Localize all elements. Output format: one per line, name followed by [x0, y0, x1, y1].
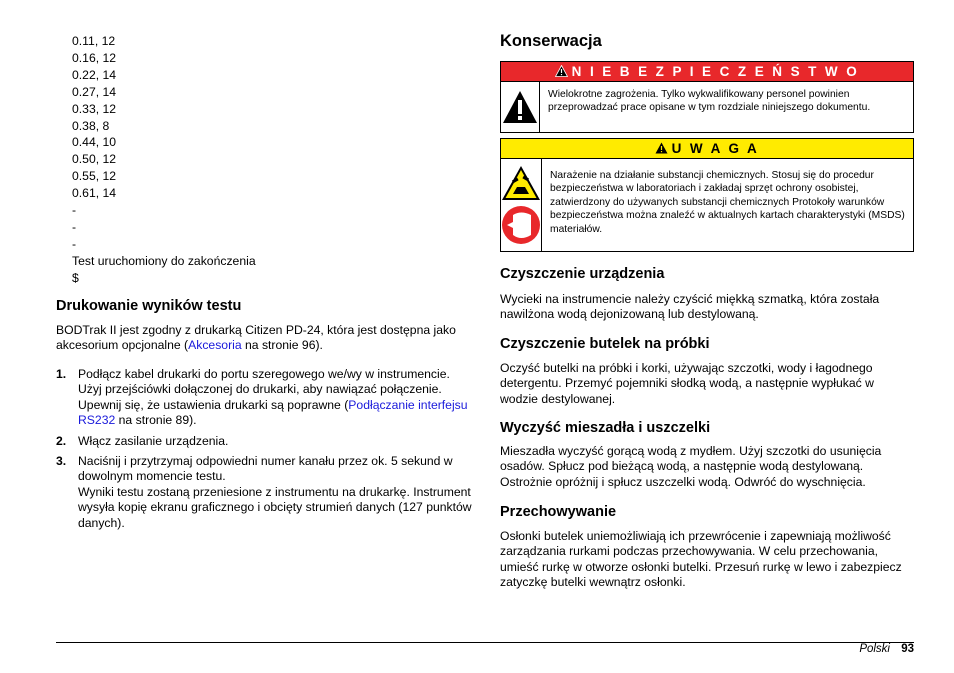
step-3 — [56, 454, 476, 531]
step-number: 2. — [56, 433, 67, 448]
list-item: $ — [72, 270, 79, 285]
caution-box — [500, 138, 914, 252]
list-item: 0.38, 8 — [72, 118, 110, 133]
cleaning-device-text: Wycieki na instrumencie należy czyścić miękką szmatką, która została nawilżona wodą dejonizowaną lub destylowaną. — [500, 292, 880, 322]
intro-text: BODTrak II jest zgodny z drukarką Citizen PD-24, która jest dostępna jako akcesorium opcjonalne ( — [56, 323, 456, 353]
list-item: 0.16, 12 — [72, 50, 117, 65]
exclamation-triangle-icon — [501, 82, 540, 132]
rs232-link[interactable]: Podłączanie interfejsu RS232 — [78, 397, 468, 428]
step-number: 1. — [56, 367, 67, 381]
step-text: Naciśnij i przytrzymaj odpowiedni numer kanału przez ok. 5 sekund w dowolnym momencie testu. — [78, 454, 453, 484]
page-footer — [859, 643, 914, 655]
step-1 — [56, 367, 476, 429]
printing-intro — [56, 323, 466, 354]
caution-text: Narażenie na działanie substancji chemicznych. Stosuj się do procedur bezpieczeństwa w laboratoriach i zakładaj sprzęt ochrony osobistej, zatwierdzony do używanych substancji chemicznych Protokoły warunków bezpieczeństwa można znaleźć w aktualnych kartach charakterystyki (MSDS) materiałów. — [550, 170, 905, 235]
cleaning-bottles-heading: Czyszczenie butelek na próbki — [500, 336, 710, 352]
face-shield-icon — [501, 205, 541, 245]
step-result-text: Wyniki testu zostaną przeniesione z instrumentu na drukarkę. Instrument wysyła kopię ekranu graficznego i obcięty strumień danych (127 punktów danych). — [78, 484, 472, 530]
maintenance-heading: Konserwacja — [500, 32, 602, 50]
caution-label: U W A G A — [671, 141, 760, 156]
caution-header — [501, 139, 913, 159]
danger-text: Wielokrotne zagrożenia. Tylko wykwalifikowany personel powinien przeprowadzać prace opisane w tym rozdziale niniejszego dokumentu. — [548, 89, 871, 114]
chemical-hazard-icon — [501, 165, 541, 201]
list-item: 0.50, 12 — [72, 152, 117, 167]
stirrers-heading: Wyczyść mieszadła i uszczelki — [500, 420, 711, 436]
accessories-link[interactable]: Akcesoria — [188, 338, 242, 353]
step-text: Podłącz kabel drukarki do portu szeregowego we/wy w instrumencie. Użyj przejściówki dołączonej do drukarki, aby nawiązać połączenie. Upewnij się, że ustawienia drukarki są poprawne ( — [78, 367, 450, 412]
list-item: - — [72, 219, 77, 234]
stirrers-text: Mieszadła wyczyść gorącą wodą z mydłem. Użyj szczotki do usunięcia osadów. Spłucz pod bieżącą wodą, a następnie wodą destylowaną. Ostrożnie opróżnij i spłucz uszczelki wodą. Odwróć do wyschnięcia. — [500, 444, 882, 489]
page-number: 93 — [901, 643, 914, 655]
list-item: - — [72, 203, 77, 218]
result-list — [72, 33, 256, 287]
list-item: 0.22, 14 — [72, 67, 117, 82]
step-number: 3. — [56, 454, 67, 469]
list-item: 0.44, 10 — [72, 135, 117, 150]
step-text-end: na stronie 89). — [115, 413, 197, 428]
danger-header — [501, 62, 913, 82]
footer-language: Polski — [859, 643, 890, 655]
list-item: 0.61, 14 — [72, 186, 117, 201]
warning-triangle-icon — [655, 141, 672, 156]
list-item: 0.55, 12 — [72, 169, 117, 184]
list-item: 0.33, 12 — [72, 101, 117, 116]
warning-triangle-icon — [555, 64, 572, 79]
storage-text: Osłonki butelek uniemożliwiają ich przewrócenie i zapewniają możliwość zarządzania rurkami podczas przechowywania. W celu przechowania, umieść rurkę w otworze osłonki butelki. Przesuń rurkę w lewo i zabezpiecz zatyczkę butelki wewnątrz osłonki. — [500, 529, 902, 590]
list-item: - — [72, 236, 77, 251]
danger-box — [500, 61, 914, 133]
intro-text-end: na stronie 96). — [241, 338, 323, 353]
cleaning-device-heading: Czyszczenie urządzenia — [500, 266, 665, 282]
step-text: Włącz zasilanie urządzenia. — [78, 433, 229, 448]
printing-steps — [56, 367, 476, 536]
caution-icons — [501, 159, 542, 251]
list-item: Test uruchomiony do zakończenia — [72, 253, 256, 268]
danger-label: N I E B E Z P I E C Z E Ń S T W O — [571, 64, 860, 79]
storage-heading: Przechowywanie — [500, 504, 617, 520]
list-item: 0.27, 14 — [72, 84, 117, 99]
step-2 — [56, 434, 476, 449]
cleaning-bottles-text: Oczyść butelki na próbki i korki, używając szczotki, wody i łagodnego detergentu. Przemyć pojemniki słodką wodą, a następnie wypłukać w wodzie destylowanej. — [500, 361, 874, 406]
list-item: 0.11, 12 — [72, 34, 116, 48]
footer-divider — [56, 642, 914, 643]
printing-heading: Drukowanie wyników testu — [56, 298, 242, 314]
